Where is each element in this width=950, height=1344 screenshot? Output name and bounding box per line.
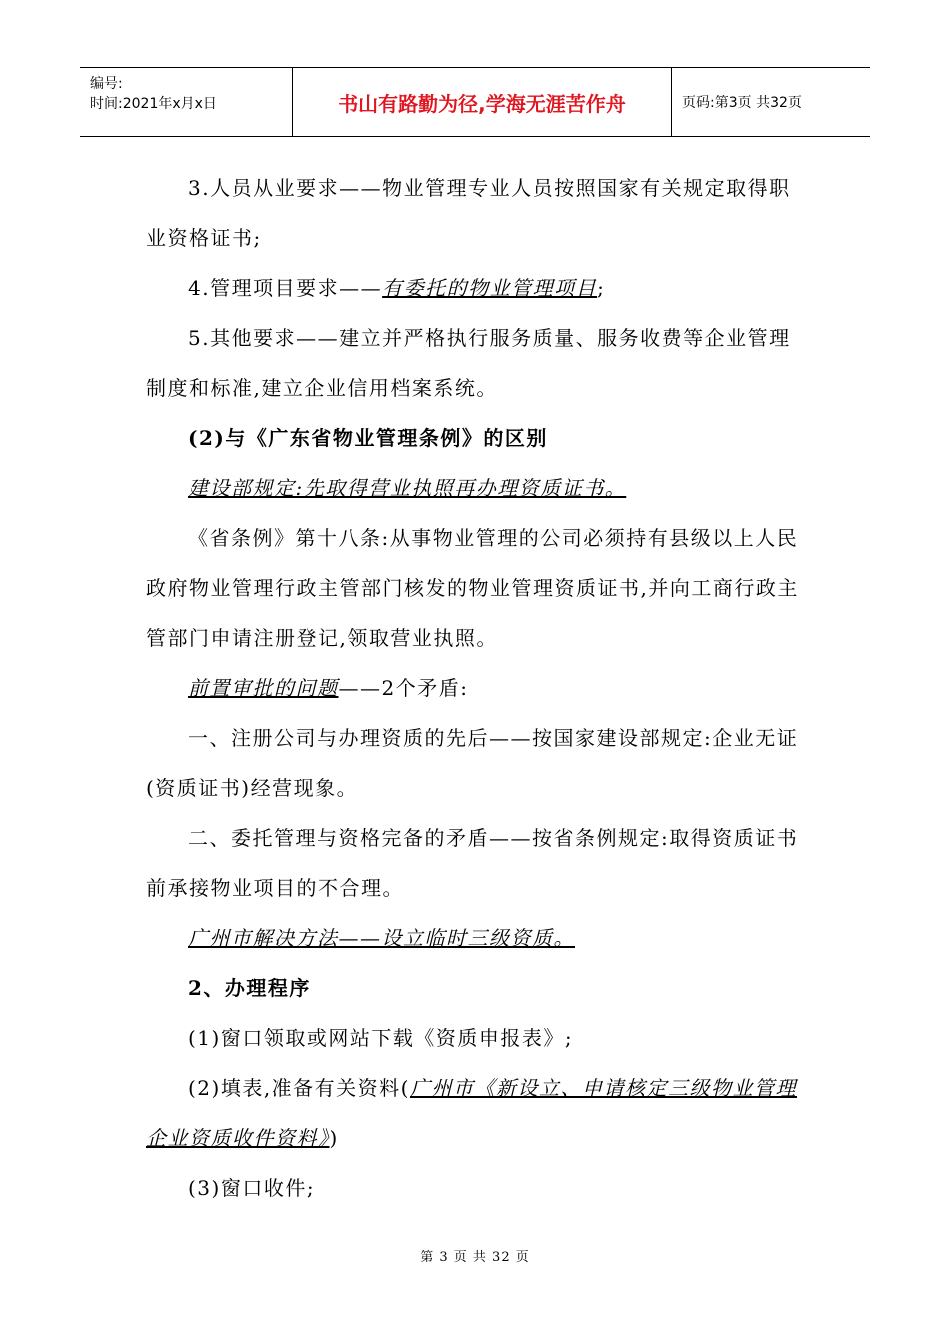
document-number-label: 编号: [90, 76, 123, 92]
paragraph-other-requirement: 5.其他要求——建立并严格执行服务质量、服务收费等企业管理制度和标准,建立企业信用档案系统。 [146, 326, 791, 400]
underlined-preapproval-phrase: 前置审批的问题 [188, 676, 339, 700]
page-footer: 第 3 页 共 32 页 [420, 1250, 530, 1265]
paragraph-guangzhou-solution [146, 913, 806, 963]
document-body [146, 163, 806, 1213]
paragraph-staff-requirement: 3.人员从业要求——物业管理专业人员按照国家有关规定取得职业资格证书; [146, 176, 791, 250]
paragraph-contradiction-2: 二、委托管理与资格完备的矛盾——按省条例规定:取得资质证书前承接物业项目的不合理。 [146, 826, 799, 900]
procedure-step-2 [146, 1063, 806, 1163]
underlined-project-phrase: 有委托的物业管理项目 [382, 276, 598, 300]
page-header [80, 67, 870, 137]
paragraph-article-18: 《省条例》第十八条:从事物业管理的公司必须持有县级以上人民政府物业管理行政主管部门核发的物业管理资质证书,并向工商行政主管部门申请注册登记,领取营业执照。 [146, 526, 799, 650]
paragraph-ministry-rule [146, 463, 806, 513]
paragraph-contradiction-1: 一、注册公司与办理资质的先后——按国家建设部规定:企业无证(资质证书)经营现象。 [146, 726, 799, 800]
document-time: 时间:2021年x月x日 [90, 96, 217, 112]
paragraph-prefix: (2)填表,准备有关资料( [188, 1076, 410, 1100]
header-motto: 书山有路勤为径,学海无涯苦作舟 [293, 68, 672, 136]
section-heading-procedure: 2、办理程序 [188, 976, 311, 1000]
paragraph-suffix: ) [329, 1126, 339, 1150]
underlined-document-title: 广州市《新设立、申请核定三级物业管理企业资质收件资料》 [146, 1076, 797, 1150]
underlined-ministry-rule: 建设部规定:先取得营业执照再办理资质证书。 [188, 476, 627, 500]
section-heading-difference: (2)与《广东省物业管理条例》的区别 [188, 426, 548, 450]
paragraph-suffix: ; [597, 276, 606, 300]
paragraph-prefix: 4.管理项目要求—— [188, 276, 383, 300]
paragraph-suffix: ——2个矛盾: [338, 676, 469, 700]
procedure-step-1: (1)窗口领取或网站下载《资质申报表》; [188, 1026, 574, 1050]
header-meta [80, 68, 293, 136]
header-page-info: 页码:第3页 共32页 [682, 95, 802, 111]
paragraph-preapproval-issue [146, 663, 806, 713]
paragraph-project-requirement [146, 263, 806, 313]
underlined-solution: 广州市解决方法——设立临时三级资质。 [188, 926, 575, 950]
procedure-step-3: (3)窗口收件; [188, 1176, 316, 1200]
